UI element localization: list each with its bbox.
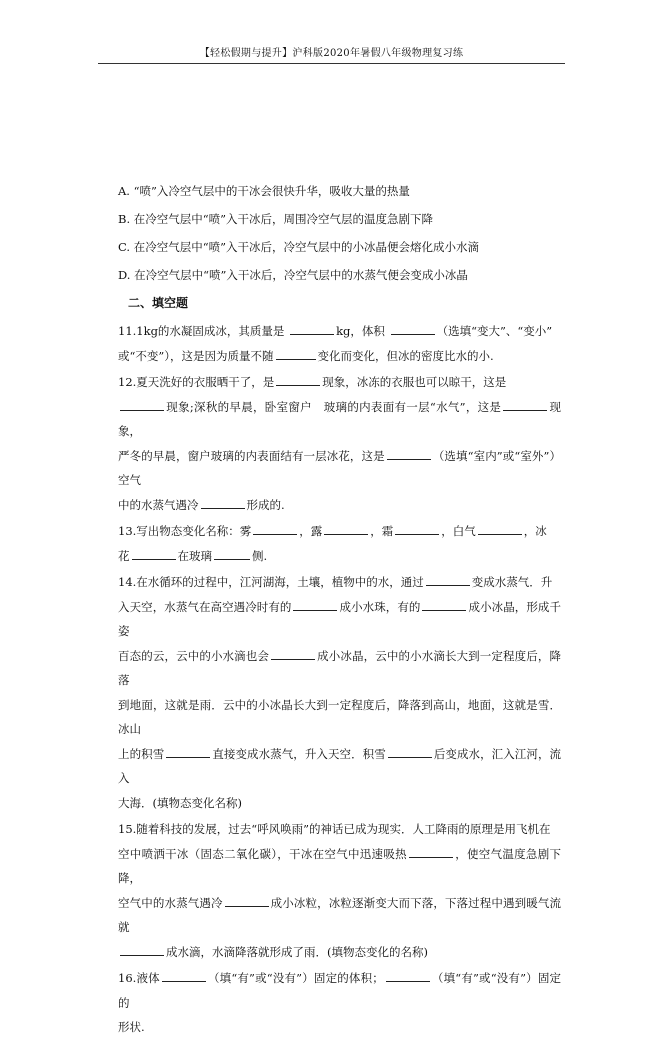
answer-blank[interactable] xyxy=(391,322,435,335)
question-16 xyxy=(118,966,561,1040)
q15-text: 15.随着科技的发展，过去“呼风唤雨”的神话已成为现实．人工降雨的原理是用飞机在 xyxy=(118,822,551,836)
q14-text: 大海．(填物态变化名称) xyxy=(118,795,242,810)
q16-text: （填“有”或“没有”）固定的体积； xyxy=(207,971,384,985)
answer-blank[interactable] xyxy=(422,598,466,611)
q13-text: 花 xyxy=(118,548,130,563)
q14-text: 成小冰晶，形成千姿 xyxy=(118,599,561,638)
q13-text: ，冰 xyxy=(523,524,547,538)
q14-text: 入天空，水蒸气在高空遇冷时有的 xyxy=(118,599,292,614)
question-content xyxy=(118,183,561,1042)
option-c: C. 在冷空气层中“喷”入干冰后，冷空气层中的小冰晶便会熔化成小水滴 xyxy=(118,240,479,254)
option-b: B. 在冷空气层中“喷”入干冰后，周围冷空气层的温度急剧下降 xyxy=(118,212,434,226)
answer-blank[interactable] xyxy=(324,522,368,535)
q16-text: （填“有”或“没有”）固定的 xyxy=(118,971,561,1010)
answer-blank[interactable] xyxy=(387,447,431,460)
q13-text: 在玻璃 xyxy=(177,548,212,563)
question-12 xyxy=(118,370,561,517)
question-13 xyxy=(118,519,561,568)
q14-text: 后变成水，汇入江河，流入 xyxy=(118,746,562,785)
q11-text: （选填“变大”、“变小” xyxy=(436,324,553,338)
q12-text: 严冬的早晨，窗户玻璃的内表面结有一层冰花，这是 xyxy=(118,448,385,463)
q15-text: 空中喷洒干冰（固态二氧化碳），干冰在空气中迅速吸热 xyxy=(118,846,407,861)
q14-text: 到地面，这就是雨．云中的小冰晶长大到一定程度后，降落到高山，地面，这就是雪．冰山 xyxy=(118,697,561,736)
answer-blank[interactable] xyxy=(426,573,470,586)
question-15 xyxy=(118,817,561,964)
q14-text: 14.在水循环的过程中，江河湖海，土壤，植物中的水，通过 xyxy=(118,575,424,589)
q14-text: 成小冰晶，云中的小水滴长大到一定程度后，降落 xyxy=(118,648,561,687)
q12-text: 12.夏天洗好的衣服晒干了，是 xyxy=(118,375,275,389)
answer-blank[interactable] xyxy=(386,969,430,982)
q13-text: ，霜 xyxy=(370,524,394,538)
answer-blank[interactable] xyxy=(253,522,297,535)
q13-text: 13.写出物态变化名称：雾 xyxy=(118,524,252,538)
option-d: D. 在冷空气层中“喷”入干冰后，冷空气层中的水蒸气便会变成小冰晶 xyxy=(118,268,468,282)
answer-blank[interactable] xyxy=(271,647,315,660)
q14-text: 直接变成水蒸气，升入天空．积雪 xyxy=(212,746,386,761)
q14-text: 成小水珠，有的 xyxy=(339,599,421,614)
answer-blank[interactable] xyxy=(166,745,210,758)
q11-text: kg，体积 xyxy=(336,324,385,338)
q15-text: 成水滴，水滴降落就形成了雨．(填物态变化的名称) xyxy=(166,944,428,959)
answer-blank[interactable] xyxy=(293,598,337,611)
answer-blank[interactable] xyxy=(388,745,432,758)
section-title: 二、填空题 xyxy=(128,296,189,310)
question-11 xyxy=(118,319,561,368)
answer-blank[interactable] xyxy=(214,547,250,560)
q15-text: ，使空气温度急剧下降， xyxy=(118,846,562,885)
q14-text: 百态的云，云中的小水滴也会 xyxy=(118,648,270,663)
q11-text: 11.1kg的水凝固成冰，其质量是 xyxy=(118,324,285,338)
q12-text: （选填“室内”或“室外”）空气 xyxy=(118,448,562,487)
answer-blank[interactable] xyxy=(276,373,320,386)
q14-text: 变成水蒸气．升 xyxy=(471,575,553,589)
q13-text: 侧. xyxy=(252,548,268,563)
answer-blank[interactable] xyxy=(409,845,453,858)
q13-text: ，露 xyxy=(299,524,323,538)
answer-blank[interactable] xyxy=(478,522,522,535)
q16-text: 16.液体 xyxy=(118,971,160,985)
answer-blank[interactable] xyxy=(120,398,164,411)
answer-blank[interactable] xyxy=(201,496,245,509)
answer-blank[interactable] xyxy=(276,347,316,360)
q12-text: 现象，冰冻的衣服也可以晾干，这是 xyxy=(322,375,507,389)
q13-text: ，白气 xyxy=(441,524,476,538)
q16-text: 形状. xyxy=(118,1020,145,1034)
q12-text: 形成的. xyxy=(246,497,285,512)
q11-text: 变化而变化，但冰的密度比水的小. xyxy=(317,348,494,363)
q12-text: 现象， xyxy=(118,399,561,438)
q12-text: 中的水蒸气遇冷 xyxy=(118,497,199,512)
question-14 xyxy=(118,570,561,815)
q11-text: 或“不变”），这是因为质量不随 xyxy=(118,348,274,363)
answer-blank[interactable] xyxy=(503,398,547,411)
answer-blank[interactable] xyxy=(162,969,206,982)
answer-blank[interactable] xyxy=(132,547,176,560)
q14-text: 上的积雪 xyxy=(118,746,165,761)
answer-blank[interactable] xyxy=(225,894,269,907)
q12-text: 现象;深秋的早晨，卧室窗户 玻璃的内表面有一层“水气”，这是 xyxy=(166,399,502,414)
q15-text: 空气中的水蒸气遇冷 xyxy=(118,895,223,910)
page-header: 【轻松假期与提升】沪科版2020年暑假八年级物理复习练 xyxy=(98,45,565,64)
option-a: A. “喷”入冷空气层中的干冰会很快升华，吸收大量的热量 xyxy=(118,184,410,198)
answer-blank[interactable] xyxy=(290,322,334,335)
answer-blank[interactable] xyxy=(395,522,439,535)
q15-text: 成小冰粒，冰粒逐渐变大而下落，下落过程中遇到暖气流就 xyxy=(118,895,562,934)
answer-blank[interactable] xyxy=(120,943,164,956)
